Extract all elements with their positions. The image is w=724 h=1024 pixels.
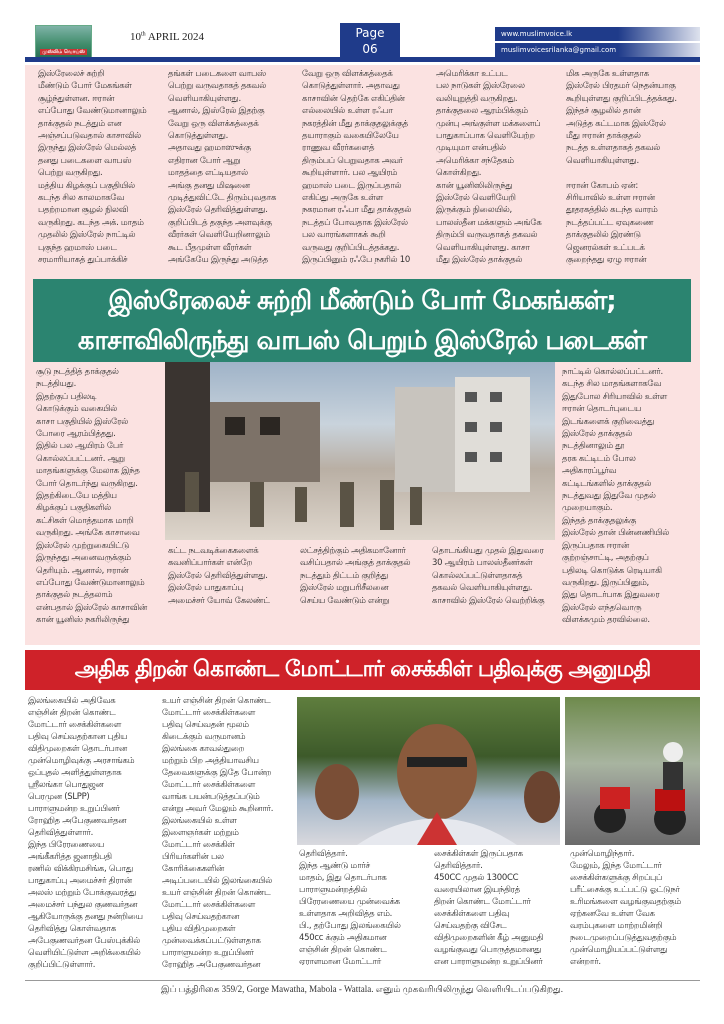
article1-headline	[33, 279, 691, 362]
article2-column-1: இலங்கையில் அதிவேக எஞ்சின் திறன் கொண்ட மோட்டார் சைக்கிள்களை பதிவு செய்வதற்கான புதிய விதிமுறைகள் தொடர்பான முன்மொழிவுக்கு அரசாங்கம் ஒப்புதல் அளித்துள்ளதாக ஸ்ரீலங்கா பொதுஜன பெரமுன (SLPP) பாராளுமன்ற உறுப்பினர் ரோஹித அபேகுணவர்தன தெரிவித்துள்ளார். இந்த பிரேரணையை அங்கீகரித்த ஜனாதிபதி ரணில் விக்கிரமசிங்க, பொது பாதுகாப்பு அமைச்சர் திரான் அலஸ் மற்றும் போக்குவரத்து அமைச்சர் பந்துல குணவர்தன ஆகியோருக்கு தனது நன்றியை தெரிவித்து கொள்வதாக அபேகுணவர்தன பேஸ்புக்கில் வெளியிட்டுள்ள அறிக்கையில் குறிப்பிட்டுள்ளார்.	[28, 696, 143, 970]
article1-right-column: நாட்டில் கொல்லப்பட்டனர். கடந்த சில மாதங்களாகவே இதுபோல சிரியாவில் உள்ள ஈரான் தொடர்புடைய இடங்களைக் குறிவைத்து இஸ்ரேல் தாக்குதல் நடத்தினாலும் தூ தரக கட்டிடம் போல அதிகாரப்பூர்வ கட்டிடங்களில் தாக்குதல் நடத்துவது இதுவே முதல் முறையாகும். இந்தத் தாக்குதலுக்கு இஸ்ரேல் தான் பின்னணியில் இருப்பதாக ஈரான் குற்றஞ்சாட்டி, அதற்குப் பதிலடி கொடுக்க ரெடியாகி வருகிறது. இருப்பினும், இது தொடர்பாக இதுவரை இஸ்ரேல் எந்தவொரு விளக்கமும் தரவில்லை.	[562, 367, 669, 626]
masthead-logo	[35, 25, 92, 58]
article2-column-4: சைக்கிள்கள் இருப்பதாக தெரிவித்தார். 450CC முதல் 1300CC வரையிலான இயந்திரத் திறன் கொண்ட மோட்டார் சைக்கிள்களை பதிவு செய்வதற்கு விசேட விதிமுறைகளின் கீழ் அனுமதி வழங்குவது பொருத்தமானது என பாராளுமன்ற உறுப்பினர்	[434, 849, 544, 967]
man-with-sunglasses-image	[297, 697, 560, 845]
date-rest: APRIL 2024	[145, 31, 204, 43]
motorcycle-riders-image	[565, 697, 700, 845]
email-link[interactable]: muslimvoicesrilanka@gmail.com	[495, 43, 700, 57]
headline-line-2: காசாவிலிருந்து வாபஸ் பெறும் இஸ்ரேல் படைகள்	[77, 326, 647, 356]
article2-column-2: உயர் எஞ்சின் திறன் கொண்ட மோட்டார் சைக்கிள்களை பதிவு செய்வதன் மூலம் கிடைக்கும் வருமானம் இலங்கை காவல்துறை மற்றும் பிற அத்தியாவசிய தேவைகளுக்கு இதே போன்ற மோட்டார் சைக்கிள்களை வாங்க பயன்படுத்தப்படும் என்று அவர் மேலும் கூறினார். இலங்கையில் உள்ள இளைஞர்கள் மற்றும் மோட்டார் சைக்கிள் பிரியர்களின் பல கோரிக்கைகளின் அடிப்படையில் இலங்கையில் உயர் எஞ்சின் திறன் கொண்ட மோட்டார் சைக்கிள்களை பதிவு செய்வதற்கான புதிய விதிமுறைகள் முன்வைக்கப்பட்டுள்ளதாக பாராளுமன்ற உறுப்பினர் ரோஹித அபேகுணவர்தன	[162, 696, 274, 970]
article1-left-column: சூடு நடத்தித் தாக்குதல் நடத்தியது. இதற்குப் பதிலடி கொடுக்கும் வகையில் காசா பகுதியில் இஸ்ரேல் போரை ஆரம்பித்தது. இதில் பல ஆயிரம் பேர் கொல்லப்பட்டனர். ஆறு மாதங்களுக்கு மேலாக இந்த போர் தொடர்ந்து வருகிறது. இதற்கிடையே மத்திய கிழக்குப் பகுதிகளில் கட்சிகள் மொத்தமாக மாறி வருகிறது. அங்கே காசாவை இஸ்ரேல் முற்றுகையிட்டு இருந்தது அனைவருக்கும் தெரியும். ஆனால், ஈரான் எப்போது வேண்டுமானாலும் தாக்குதல் நடத்தலாம் என்பதால் இஸ்ரேல் காசாவின் கான் யூனிஸ் நகரிலிருந்து	[36, 367, 147, 626]
gaza-soldiers-photo	[165, 362, 555, 540]
header-divider	[25, 57, 700, 62]
logo-text: முஸ்லிம் வொய்ஸ்	[42, 49, 85, 55]
issue-date	[130, 31, 204, 43]
date-suffix: th	[141, 31, 146, 38]
footer-divider	[25, 980, 700, 981]
article1-bottom-column-2: லட்சத்திற்கும் அதிகமானோர் வசிப்பதால் அங்குத் தாக்குதல் நடத்தும் திட்டம் குறித்து இஸ்ரேல் மறுபரிசீலனை செய்ய வேண்டும் என்று	[300, 546, 411, 606]
headline-line-1: இஸ்ரேலைச் சுற்றி மீண்டும் போர் மேகங்கள்;	[108, 286, 616, 316]
article1-bottom-column-3: தொடங்கியது முதல் இதுவரை 30 ஆயிரம் பாலஸ்தீனர்கள் கொல்லப்பட்டுள்ளதாகத் தகவல் வெளியாகியுள்ளது. காசாவில் இஸ்ரேல் வெற்றிக்கு	[432, 546, 545, 606]
date-day: 10	[130, 31, 141, 43]
page-number: 06	[362, 42, 378, 56]
article1-bottom-column-1: கட்ட நடவடிக்கைகளைக் கவனிப்பார்கள் என்றே இஸ்ரேல் தெரிவித்துள்ளது. இஸ்ரேல் பாதுகாப்பு அமைச்சர் யோவ் கேலண்ட்	[168, 546, 270, 606]
website-link[interactable]: www.muslimvoice.lk	[495, 27, 700, 41]
article1-top-column-2: தங்கள் படைகளை வாபஸ் பெற்று வருவதாகத் தகவல் வெளியாகியுள்ளது. ஆனால், இஸ்ரேல் இதற்கு வேறு ஒரு விளக்கத்தைக் கொடுத்துள்ளது. அதாவது ஹமாஸுக்கு எதிரான போர் ஆறு மாதத்தை எட்டியதால் அங்கு தனது மிஷனை முடித்துவிட்டே திரும்புவதாக இஸ்ரேல் தெரிவித்துள்ளது. குறிப்பிடத் தகுந்த அளவுக்கு வீரர்கள் வெளியேறினாலும் கூட பீதமுள்ள வீரர்கள் அங்கேயே இருந்து அடுத்த	[168, 69, 277, 266]
article1-top-column-3: வேறு ஒரு விளக்கத்தைக் கொடுத்துள்ளார். அதாவது காசாவின் தெற்கே எகிப்தின் எல்லையில் உள்ள ரஃபா நகரத்தின் மீது தாக்குதலுக்குத் தயாராகும் வகையிலேயே ராணுவ வீரர்களைத் திரும்பப் பெறுவதாக அவர் கூறியுள்ளார். பல ஆயிரம் ஹமாஸ் படை இருப்பதால் எகிப்து அருகே உள்ள நகரமான ரஃபா மீது தாக்குதல் நடத்தப் போவதாக இஸ்ரேல் பல வாரங்களாகக் கூறி வருவது குறிப்பிடத்தக்கது. இருப்பினும் ரஃபே நகரில் 10	[302, 69, 412, 266]
page-label: Page	[355, 26, 385, 40]
article1-top-column-5: மிக அருகே உள்ளதாக இஸ்ரேல் பிரதமர் நெதன்யாகு கூறியுள்ளது குறிப்பிடத்தக்கது. இந்தச் சூழலில் தான் அடுத்த கட்டமாக இஸ்ரேல் மீது ஈரான் தாக்குதல் நடத்த உள்ளதாகத் தகவல் வெளியாகியுள்ளது. ஈரான் கோபம் ஏன்: சிரியாவில் உள்ள ஈரான் தூதரகத்தில் கடந்த வாரம் நடத்தப்பட்ட ஏவுகணை தாக்குதலில் இரண்டு ஜெனரல்கள் உட்படக் குறைந்தது ஏழு ஈரான்	[566, 69, 677, 266]
publisher-address: இப் பத்திரிகை 359/2, Gorge Mawatha, Mabola - Wattala. எனும் முகவரியிலிருந்து வெளியிடப்படுகிறது.	[160, 984, 564, 994]
article2-column-3: தெரிவித்தார். இந்த ஆண்டு மார்ச் மாதம், இது தொடர்பாக பாராளுமன்றத்தில் பிரேரணையை முன்வைக்க உள்ளதாக அறிவித்த எம். பி., தற்போது இலங்கையில் 450cc க்கும் அதிகமான எஞ்சின் திறன் கொண்ட ஏராளமான மோட்டார்	[299, 849, 401, 967]
mp-portrait-photo	[297, 697, 560, 845]
soldiers-ruins-image	[165, 362, 555, 540]
article2-column-5: முன்மொழிந்தார். மேலும், இந்த மோட்டார் சைக்கிள்களுக்கு சிறப்புப் பரீட்சைக்கு உட்பட்டு ஓட்டுநர் உரிமங்களை வழங்குவதற்கும் ஏற்கனவே உள்ள வேக வரம்புகளை மாற்றமின்றி நடைமுறைப்படுத்துவதற்கும் முன்மொழியப்பட்டுள்ளது என்றார்.	[570, 849, 681, 967]
page-number-box	[340, 23, 400, 59]
article2-headline: அதிக திறன் கொண்ட மோட்டார் சைக்கிள் பதிவுக்கு அனுமதி	[25, 650, 700, 690]
motorcycles-photo	[565, 697, 700, 845]
article1-top-column-4: அமெரிக்கா உட்பட பல நாடுகள் இஸ்ரேலை வலியுறுத்தி வருகிறது. தாக்குதலை ஆரம்பிக்கும் முன்பு அங்குள்ள மக்களைப் பாதுகாப்பாக வெளியேற்ற முடியுமா என்பதில் அமெரிக்கா சந்தேகம் கொள்கிறது. கான் யூனிஸிலிருந்து இஸ்ரேல் வெளியேறி இருக்கும் நிலையில், பாலஸ்தீன மக்களும் அங்கே திரும்பி வருவதாகத் தகவல் வெளியாகியுள்ளது. காசா மீது இஸ்ரேல் தாக்குதல்	[436, 69, 542, 266]
article1-top-column-1: இஸ்ரேலைச் சுற்றி மீண்டும் போர் மேகங்கள் சூழ்ந்துள்ளன. ஈரான் எப்போது வேண்டுமானாலும் தாக்குதல் நடத்தும் என அஞ்சப்படுவதால் காசாவில் இருந்து இஸ்ரேல் மெல்லத் தனது படைகளை வாபஸ் பெற்று வருகிறது. மத்திய கிழக்குப் பகுதியில் கடந்த சில காலமாகவே பதற்றமான சூழல் நிலவி வருகிறது. கடந்த அக். மாதம் முதலில் இஸ்ரேல் நாட்டில் புகுந்த ஹமாஸ் படை சரமாரியாகத் துப்பாக்கிச்	[38, 69, 147, 266]
